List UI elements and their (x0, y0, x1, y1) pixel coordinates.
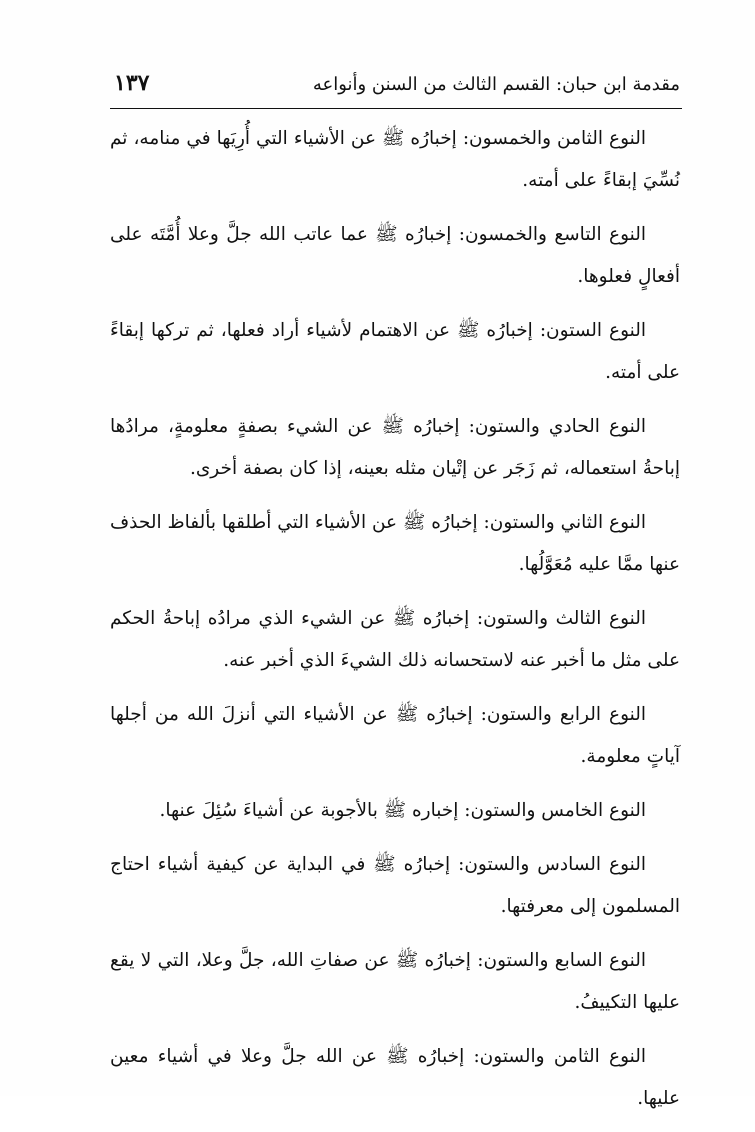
header-rule (110, 108, 682, 109)
paragraph-type-66: النوع السادس والستون: إخبارُه ﷺ في البداية عن كيفية أشياء احتاج المسلمون إلى معرفتها. (110, 854, 680, 917)
page-number: ١٣٧ (114, 70, 150, 96)
page-header (110, 68, 680, 106)
paragraph-type-60: النوع الستون: إخبارُه ﷺ عن الاهتمام لأشياء أراد فعلها، ثم تركها إبقاءً على أمته. (110, 320, 680, 383)
paragraph-type-67: النوع السابع والستون: إخبارُه ﷺ عن صفاتِ الله، جلَّ وعلا، التي لا يقع عليها التكييفُ. (110, 950, 680, 1013)
paragraph-type-64: النوع الرابع والستون: إخبارُه ﷺ عن الأشياء التي أنزلَ الله من أجلها آياتٍ معلومة. (110, 704, 680, 767)
paragraph-type-68: النوع الثامن والستون: إخبارُه ﷺ عن الله جلَّ وعلا في أشياء معين عليها. (110, 1046, 680, 1109)
paragraph-type-63: النوع الثالث والستون: إخبارُه ﷺ عن الشيء الذي مرادُه إباحةُ الحكم على مثل ما أخبر عنه لاستحسانه ذلك الشيءَ الذي أخبر عنه. (110, 608, 680, 671)
paragraph-type-59: النوع التاسع والخمسون: إخبارُه ﷺ عما عاتب الله جلَّ وعلا أُمَّتَه على أفعالٍ فعلوها. (110, 224, 680, 287)
paragraph-type-58: النوع الثامن والخمسون: إخبارُه ﷺ عن الأشياء التي أُرِيَها في منامه، ثم نُسِّيَ إبقاءً على أمته. (110, 128, 680, 191)
paragraph-type-61: النوع الحادي والستون: إخبارُه ﷺ عن الشيء بصفةٍ معلومةٍ، مرادُها إباحةُ استعماله، ثم زَجَر عن إتْيان مثله بعينه، إذا كان بصفة أخرى. (110, 416, 680, 479)
paragraph-type-62: النوع الثاني والستون: إخبارُه ﷺ عن الأشياء التي أطلقها بألفاظ الحذف عنها ممَّا عليه مُعَوَّلُها. (110, 512, 680, 575)
body-text (110, 118, 680, 1132)
paragraph-type-65: النوع الخامس والستون: إخباره ﷺ بالأجوبة عن أشياءَ سُئِلَ عنها. (159, 800, 646, 821)
running-header-title: مقدمة ابن حبان: القسم الثالث من السنن وأنواعه (312, 74, 680, 95)
